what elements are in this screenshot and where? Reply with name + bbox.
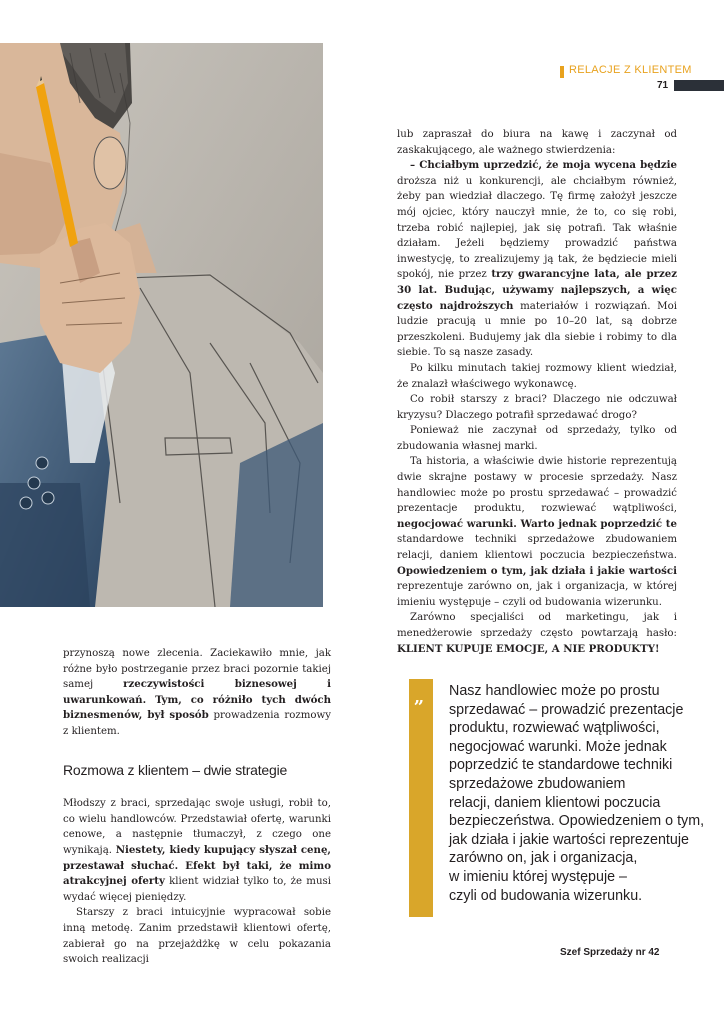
paragraph: Zarówno specjaliści od marketingu, jak i menedżerowie sprzedaży często powtarzają hasło: KLIENT KUPUJE EMOCJE, A NIE PRODUKTY! — [397, 612, 677, 655]
section-accent-bar — [560, 66, 564, 78]
businessman-sketch-illustration — [0, 43, 323, 607]
pull-quote-line: poprzedzić te standardowe techniki — [449, 757, 673, 774]
pull-quote-line: sprzedażowe zbudowaniem — [449, 775, 626, 792]
section-label: RELACJE Z KLIENTEM — [569, 64, 692, 76]
right-column — [397, 127, 677, 657]
paragraph: Co robił starszy z braci? Dlaczego nie odczuwał kryzysu? Dlaczego potrafił sprzedawać drogo? — [397, 394, 677, 421]
page-number-bar — [674, 80, 724, 91]
paragraph: Młodszy z braci, sprzedając swoje usługi, robił to, co wielu handlowców. Przedstawiał ofertę, warunki cenowe, a następnie tłumaczył, z czego one wynikają. Niestety, kiedy kupujący słyszał cenę, przestawał słuchać. Efekt był taki, że mimo atrakcyjnej oferty klient widział tylko to, że musi wydać więcej pieniędzy. — [63, 798, 331, 903]
article-photo — [0, 43, 323, 607]
pull-quote-line: negocjować warunki. Może jednak — [449, 738, 667, 755]
pull-quote-line: produktu, rozwiewać wątpliwości, — [449, 720, 660, 737]
pull-quote — [409, 679, 705, 917]
pull-quote-line: w imieniu której występuje – — [449, 868, 627, 885]
pull-quote-line: jak działa i jakie wartości reprezentuje — [449, 831, 689, 848]
paragraph: Starszy z braci intuicyjnie wypracował sobie inną metodę. Zanim przedstawił klientowi ofertę, zabierał go na przejażdżkę w celu pokazania swoich realizacji — [63, 907, 331, 966]
pull-quote-bar — [409, 679, 433, 917]
section-header — [560, 64, 724, 92]
pull-quote-line: sprzedawać – prowadzić prezentacje — [449, 701, 684, 718]
left-column — [63, 646, 331, 968]
paragraph: lub zapraszał do biura na kawę i zaczynał od zaskakującego, ale ważnego stwierdzenia: — [397, 129, 677, 156]
pull-quote-text — [449, 682, 705, 905]
subheading: Rozmowa z klientem – dwie strategie — [63, 761, 288, 778]
pull-quote-line: zarówno on, jak i organizacja, — [449, 850, 638, 867]
pull-quote-line: Nasz handlowiec może po prostu — [449, 683, 660, 699]
pull-quote-line: czyli od budowania wizerunku. — [449, 887, 643, 904]
quote-mark-icon: „ — [414, 687, 425, 708]
paragraph: Po kilku minutach takiej rozmowy klient wiedział, że znalazł właściwego wykonawcę. — [397, 362, 677, 390]
pull-quote-line: bezpieczeństwa. Opowiedzeniem o tym, — [449, 813, 705, 830]
page-number: 71 — [657, 80, 669, 91]
pull-quote-line: relacji, daniem klientowi poczucia — [449, 794, 661, 811]
paragraph: Ta historia, a właściwie dwie historie reprezentują dwie skrajne postawy w procesie sprzedaży. Nasz handlowiec może po prostu sprzedawać – prowadzić prezentacje produktu, rozwiewać wątpliwości, negocjować warunki. Warto jednak poprzedzić te standardowe techniki sprzedażowe zbudowaniem relacji, daniem klientowi poczucia bezpieczeństwa. Opowiedzeniem o tym, jak działa i jakie wartości reprezentuje zarówno on, jak i organizacja, w której imieniu występuje – czyli od budowania wizerunku. — [397, 456, 677, 608]
paragraph: Ponieważ nie zaczynał od sprzedaży, tylko od zbudowania własnej marki. — [397, 425, 677, 452]
quote-paragraph: – Chciałbym uprzedzić, że moja wycena będzie droższa niż u konkurencji, ale chciałbym również, żeby pan wiedział dlaczego. Tę firmę założył jeszcze mój ojciec, który nauczył mnie, że to, co się robi, trzeba robić najlepiej, jak się potrafi. Tak właśnie działam. Jeżeli będziemy prowadzić państwa inwestycję, to zrealizujemy ją tak, że będziecie mieli spokój, nie przez trzy gwarancyjne lata, ale przez 30 lat. Budując, używamy najlepszych, a więc często najdroższych materiałów i rozwiązań. Moi ludzie pracują u mnie po 10–20 lat, są dobrze przeszkoleni. Budujemy jak dla siebie i robimy to dla siebie. To są nasze zasady. — [397, 159, 677, 359]
paragraph: przynoszą nowe zlecenia. Zaciekawiło mnie, jak różne było postrzeganie przez braci pozornie takiej samej rzeczywistości biznesowej i uwarunkowań. Tym, co różniło tych dwóch biznesmenów, był sposób prowadzenia rozmowy z klientem. — [63, 648, 332, 737]
magazine-footer: Szef Sprzedaży nr 42 — [560, 947, 660, 958]
